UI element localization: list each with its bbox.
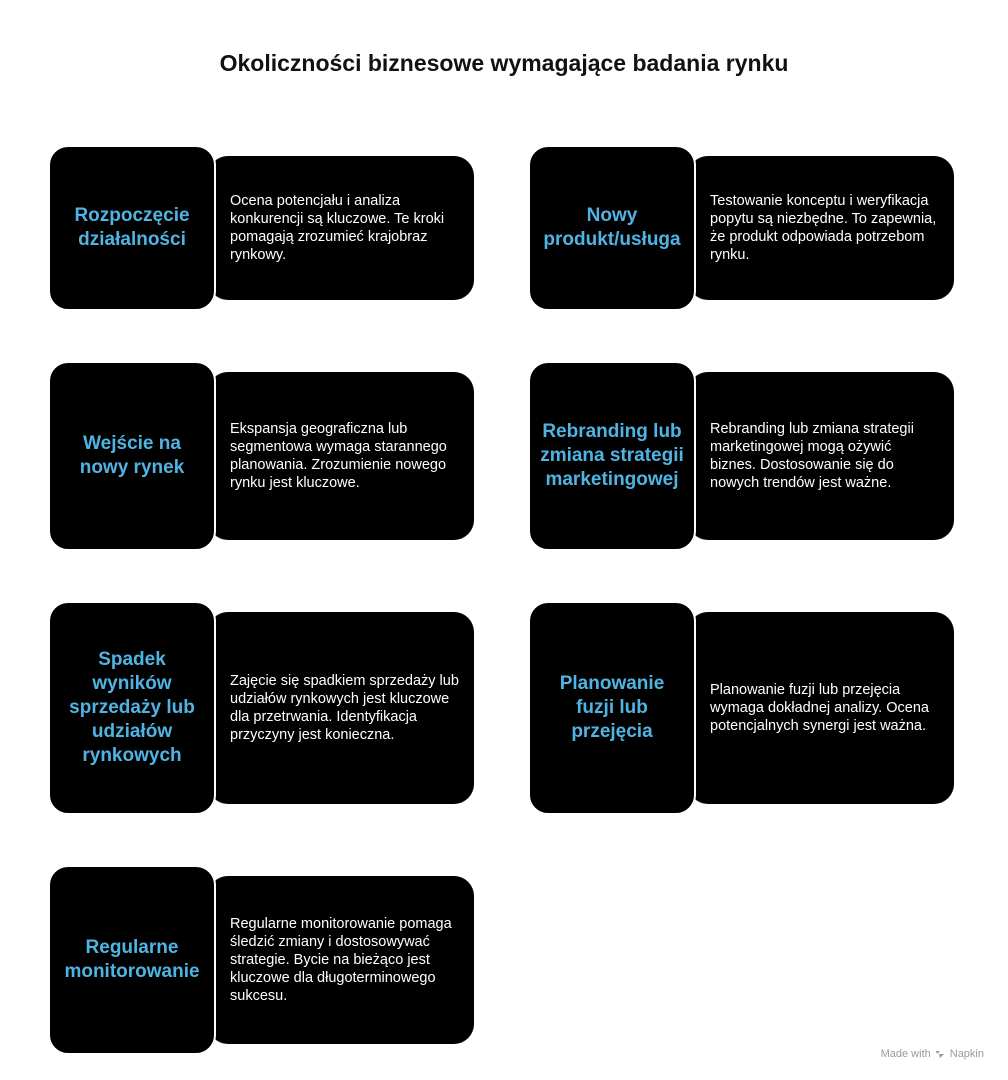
- card-new-market: [48, 361, 480, 551]
- card-heading: Rozpoczęcie działalności: [48, 145, 216, 311]
- napkin-logo-icon: [935, 1049, 946, 1060]
- card-heading: Planowanie fuzji lub przejęcia: [528, 601, 696, 815]
- card-new-product: [528, 145, 960, 311]
- card-description: Ekspansja geograficzna lub segmentowa wymaga starannego planowania. Zrozumienie nowego rynku jest kluczowe.: [208, 372, 474, 540]
- card-description: Regularne monitorowanie pomaga śledzić zmiany i dostosowywać strategie. Bycie na bieżąco jest kluczowe dla długoterminowego sukcesu.: [208, 876, 474, 1044]
- card-description: Zajęcie się spadkiem sprzedaży lub udziałów rynkowych jest kluczowe dla przetrwania. Identyfikacja przyczyny jest konieczna.: [208, 612, 474, 804]
- card-heading: Spadek wyników sprzedaży lub udziałów rynkowych: [48, 601, 216, 815]
- made-with-napkin-badge[interactable]: [881, 1048, 984, 1060]
- card-sales-decline: [48, 601, 480, 815]
- card-description: Ocena potencjału i analiza konkurencji są kluczowe. Te kroki pomagają zrozumieć krajobraz rynkowy.: [208, 156, 474, 300]
- card-heading: Regularne monitorowanie: [48, 865, 216, 1055]
- card-regular-monitoring: [48, 865, 480, 1055]
- card-description: Testowanie konceptu i weryfikacja popytu są niezbędne. To zapewnia, że produkt odpowiada potrzebom rynku.: [688, 156, 954, 300]
- diagram-title: Okoliczności biznesowe wymagające badania rynku: [219, 50, 789, 76]
- card-description: Rebranding lub zmiana strategii marketingowej mogą ożywić biznes. Dostosowanie się do nowych trendów jest ważne.: [688, 372, 954, 540]
- card-merger-planning: [528, 601, 960, 815]
- card-description: Planowanie fuzji lub przejęcia wymaga dokładnej analizy. Ocena potencjalnych synergi jest ważna.: [688, 612, 954, 804]
- napkin-brand-label: Napkin: [949, 1048, 984, 1060]
- card-heading: Rebranding lub zmiana strategii marketingowej: [528, 361, 696, 551]
- card-heading: Wejście na nowy rynek: [48, 361, 216, 551]
- card-rebranding: [528, 361, 960, 551]
- made-with-label: Made with: [880, 1048, 931, 1060]
- card-starting-business: [48, 145, 480, 311]
- card-heading: Nowy produkt/usługa: [528, 145, 696, 311]
